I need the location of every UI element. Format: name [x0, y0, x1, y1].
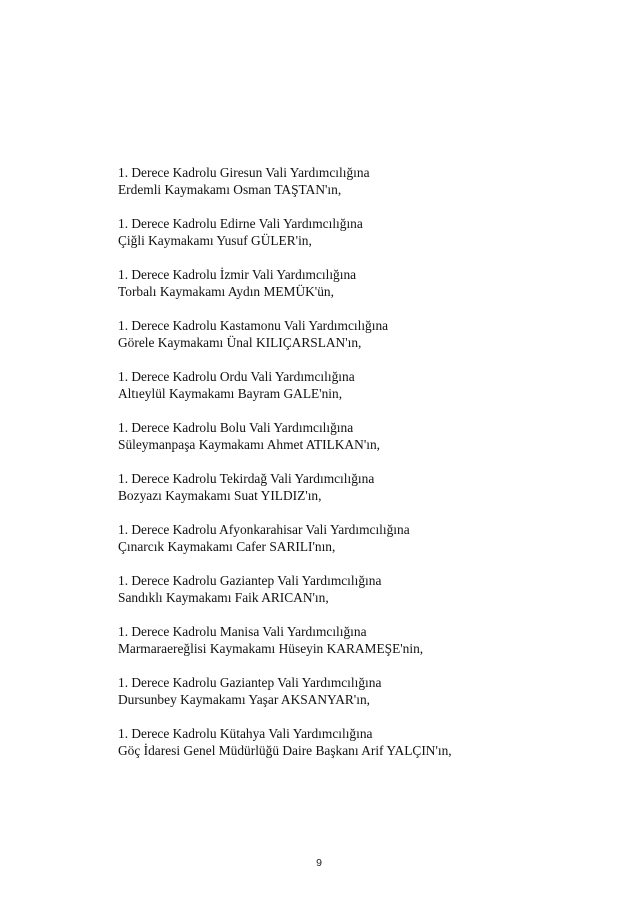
appointee-line: Sandıklı Kaymakamı Faik ARICAN'ın, [118, 590, 329, 605]
position-line: 1. Derece Kadrolu Manisa Vali Yardımcılığına [118, 624, 367, 639]
appointee-line: Marmaraereğlisi Kaymakamı Hüseyin KARAMEŞE'nin, [118, 641, 424, 656]
appointment-list [118, 164, 598, 776]
appointee-line: Çiğli Kaymakamı Yusuf GÜLER'in, [118, 233, 312, 248]
appointment-entry-8 [118, 521, 598, 555]
appointment-entry-10 [118, 623, 598, 657]
appointee-line: Çınarcık Kaymakamı Cafer SARILI'nın, [118, 539, 336, 554]
appointment-entry-4 [118, 317, 598, 351]
appointment-entry-12 [118, 725, 598, 759]
appointment-entry-5 [118, 368, 598, 402]
appointment-entry-1 [118, 164, 598, 198]
appointee-line: Torbalı Kaymakamı Aydın MEMÜK'ün, [118, 284, 334, 299]
position-line: 1. Derece Kadrolu Kütahya Vali Yardımcılığına [118, 726, 373, 741]
position-line: 1. Derece Kadrolu Gaziantep Vali Yardımcılığına [118, 573, 382, 588]
appointment-entry-2 [118, 215, 598, 249]
appointee-line: Görele Kaymakamı Ünal KILIÇARSLAN'ın, [118, 335, 362, 350]
position-line: 1. Derece Kadrolu Bolu Vali Yardımcılığına [118, 420, 354, 435]
appointment-entry-6 [118, 419, 598, 453]
appointee-line: Dursunbey Kaymakamı Yaşar AKSANYAR'ın, [118, 692, 370, 707]
appointment-entry-3 [118, 266, 598, 300]
appointee-line: Süleymanpaşa Kaymakamı Ahmet ATILKAN'ın, [118, 437, 380, 452]
appointment-entry-7 [118, 470, 598, 504]
position-line: 1. Derece Kadrolu Afyonkarahisar Vali Yardımcılığına [118, 522, 410, 537]
position-line: 1. Derece Kadrolu Ordu Vali Yardımcılığına [118, 369, 355, 384]
position-line: 1. Derece Kadrolu Giresun Vali Yardımcılığına [118, 165, 370, 180]
appointee-line: Bozyazı Kaymakamı Suat YILDIZ'ın, [118, 488, 322, 503]
appointee-line: Göç İdaresi Genel Müdürlüğü Daire Başkanı Arif YALÇIN'ın, [118, 743, 452, 758]
position-line: 1. Derece Kadrolu Edirne Vali Yardımcılığına [118, 216, 363, 231]
position-line: 1. Derece Kadrolu Kastamonu Vali Yardımcılığına [118, 318, 389, 333]
appointee-line: Erdemli Kaymakamı Osman TAŞTAN'ın, [118, 182, 342, 197]
appointment-entry-9 [118, 572, 598, 606]
position-line: 1. Derece Kadrolu Tekirdağ Vali Yardımcılığına [118, 471, 375, 486]
appointee-line: Altıeylül Kaymakamı Bayram GALE'nin, [118, 386, 343, 401]
position-line: 1. Derece Kadrolu Gaziantep Vali Yardımcılığına [118, 675, 382, 690]
position-line: 1. Derece Kadrolu İzmir Vali Yardımcılığına [118, 267, 357, 282]
appointment-entry-11 [118, 674, 598, 708]
page-number: 9 [316, 857, 322, 869]
